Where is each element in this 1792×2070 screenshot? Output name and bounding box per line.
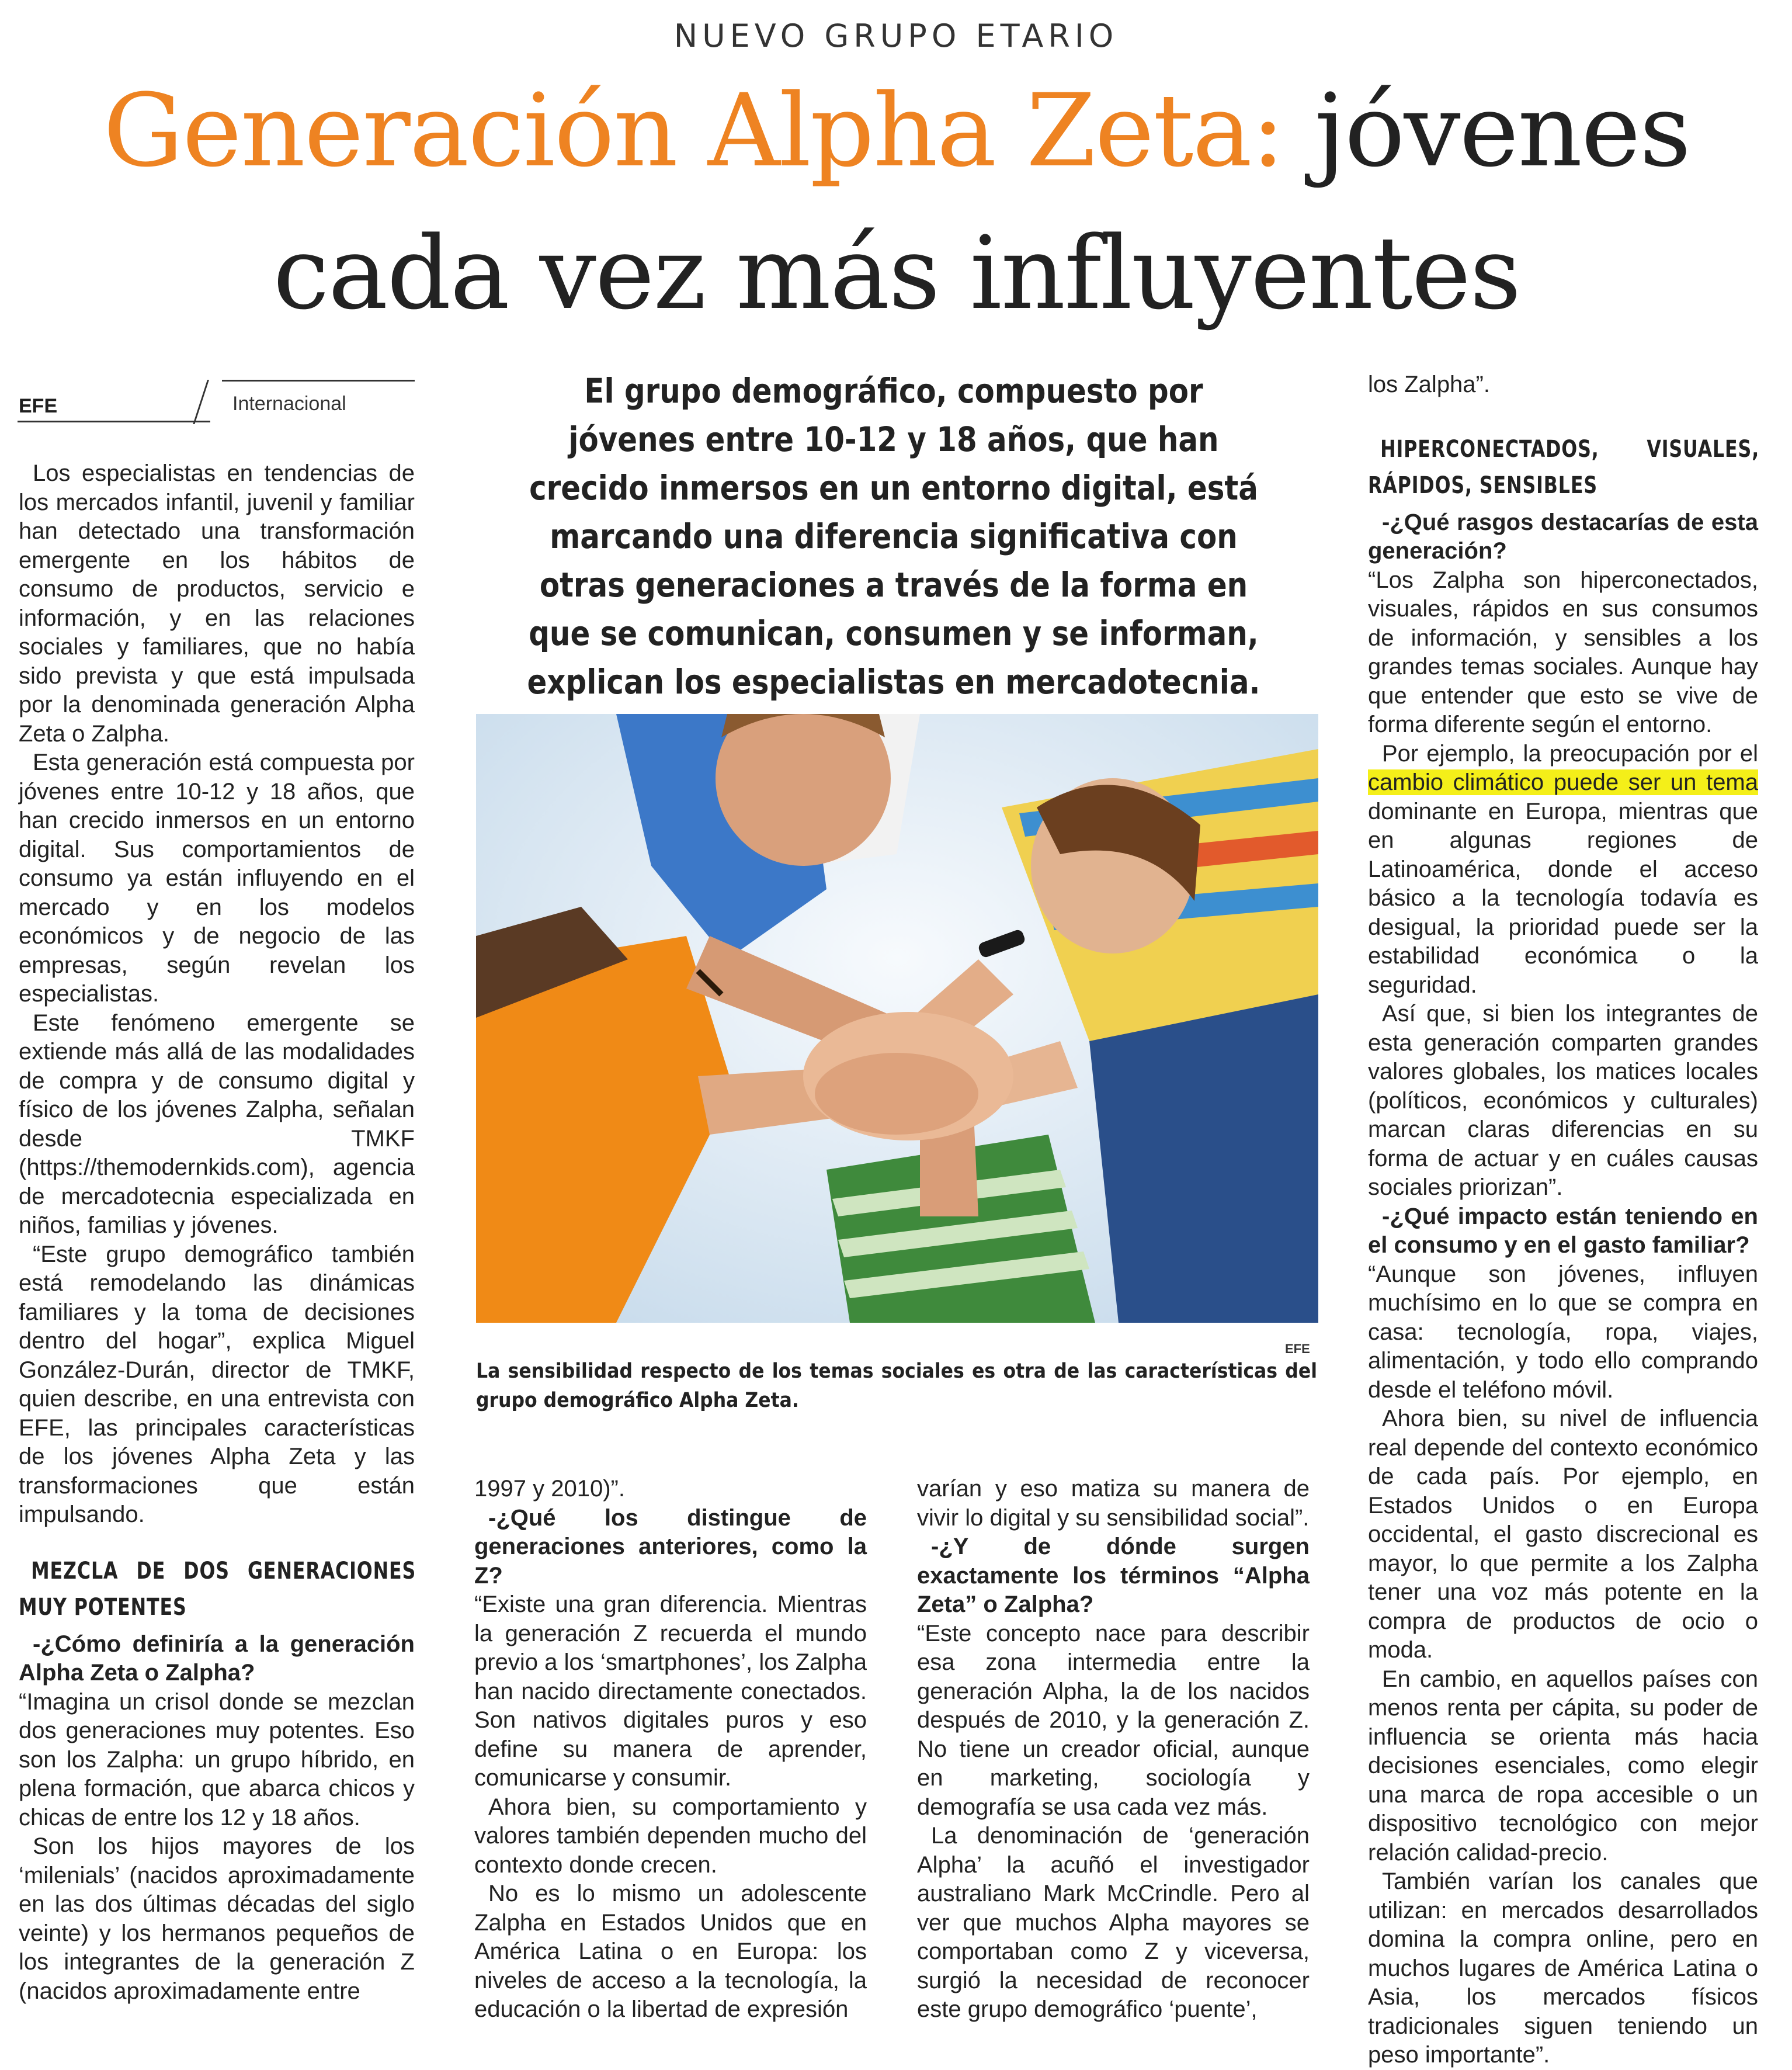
col4-paragraph-highlighted: [1368, 740, 1758, 1000]
col4-paragraph: También varían los canales que utilizan: en mercados desarrollados domina la compra online, pero en muchos lugares de América Latina o Asia, los mercados físicos tradicionales siguen teniendo un peso importante”.: [1368, 1868, 1758, 2068]
byline-slash: [193, 380, 209, 424]
photo-illustration: [476, 714, 1318, 1323]
byline-agency: EFE: [19, 395, 58, 417]
column-1: [19, 459, 415, 2006]
col1-paragraph: Esta generación está compuesta por jóvenes entre 10-12 y 18 años, que han crecido inmersos en un entorno digital. Sus comportamientos de consumo ya están influyendo en el mercado y en los modelos económicos y de negocio de las empresas, según revelan los especialistas.: [19, 750, 415, 1007]
col1-paragraph: “Este grupo demográfico también está remodelando las dinámicas familiares y la toma de decisiones dentro del hogar”, explica Miguel González-Durán, director de TMKF, quien describe, en una entrevista con EFE, las principales características de los jóvenes Alpha Zeta y las transformaciones que están impulsando.: [19, 1241, 415, 1527]
col2-paragraph: 1997 y 2010)”.: [474, 1476, 625, 1502]
col4-paragraph: los Zalpha”.: [1368, 372, 1490, 397]
highlighted-text: cambio climático puede ser un tema: [1368, 769, 1758, 795]
col1-subhead: MEZCLA DE DOS GENERACIONES MUY POTENTES: [19, 1557, 416, 1621]
col1-paragraph: Los especialistas en tendencias de los mercados infantil, juvenil y familiar han detectado una transformación emergente en los hábitos de consumo de productos, servicio e información, y en las relaciones sociales y familiares, que no había sido prevista y que está impulsada por la denominada generación Alpha Zeta o Zalpha.: [19, 460, 415, 747]
col4-paragraph: Así que, si bien los integrantes de esta generación comparten grandes valores globales, los matices locales (políticos, económicos y culturales) marcan claras diferencias en su forma de actuar y en cuáles causas sociales priorizan”.: [1368, 1001, 1758, 1200]
column-3: [917, 1475, 1310, 2024]
col4-question: -¿Qué rasgos destacarías de esta generación?: [1368, 509, 1758, 564]
col2-paragraph: “Existe una gran diferencia. Mientras la generación Z recuerda el mundo previo a los ‘smartphones’, los Zalpha han nacido directamente conectados. Son nativos digitales puros y eso define su manera de aprender, comunicarse y consumir.: [474, 1591, 867, 1791]
col4-paragraph: “Aunque son jóvenes, influyen muchísimo en lo que se compra en casa: tecnología, ropa, viajes, alimentación, y todo ello comprando desde el teléfono móvil.: [1368, 1261, 1758, 1403]
col2-question: -¿Qué los distingue de generaciones anteriores, como la Z?: [474, 1504, 867, 1589]
byline-rule-bottom: [18, 421, 210, 422]
col1-paragraph: “Imagina un crisol donde se mezclan dos generaciones muy potentes. Eso son los Zalpha: un grupo híbrido, en plena formación, que abarca chicos y chicas de entre los 12 y 18 años.: [19, 1688, 415, 1830]
kicker: NUEVO GRUPO ETARIO: [673, 18, 1119, 54]
column-2: [474, 1475, 867, 2024]
byline: [18, 380, 415, 424]
col3-paragraph: La denominación de ‘generación Alpha’ la acuñó el investigador australiano Mark McCrindle. Pero al ver que muchos Alpha mayores se comportaban como Z y viceversa, surgió la necesidad de reconocer este grupo demográfico ‘puente’,: [917, 1823, 1310, 2022]
col2-paragraph: No es lo mismo un adolescente Zalpha en Estados Unidos que en América Latina o en Europa: los niveles de acceso a la tecnología, la educación o la libertad de expresión: [474, 1881, 867, 2022]
col1-paragraph: Este fenómeno emergente se extiende más allá de las modalidades de compra y de consumo digital y físico de los jóvenes Zalpha, señalan desde TMKF (https://themodernkids.com), agencia de mercadotecnia especializada en niños, familias y jóvenes.: [19, 1010, 415, 1238]
headline-line-2: cada vez más influyentes: [273, 214, 1520, 332]
col2-paragraph: Ahora bien, su comportamiento y valores también dependen mucho del contexto donde crecen.: [474, 1794, 867, 1878]
lead-paragraph: El grupo demográfico, compuesto por jóvenes entre 10-12 y 18 años, que han crecido inmersos en un entorno digital, está marcando una diferencia significativa con otras generaciones a través de la forma en que se comunican, consumen y se informan, explican los especialistas en mercadotecnia.: [527, 371, 1260, 702]
col4-p2-post: dominante en Europa, mientras que en algunas regiones de Latinoamérica, donde el acceso básico a la tecnología todavía es desigual, la prioridad puede ser la estabilidad económica o la seguridad.: [1368, 798, 1758, 998]
col4-paragraph: “Los Zalpha son hiperconectados, visuales, rápidos en sus consumos de información, y sensibles a los grandes temas sociales. Aunque hay que entender que esto se vive de forma diferente según el entorno.: [1368, 567, 1758, 737]
col1-paragraph: Son los hijos mayores de los ‘milenials’ (nacidos aproximadamente en las dos últimas décadas del siglo veinte) y los hermanos pequeños de los integrantes de la generación Z (nacidos aproximadamente entre: [19, 1833, 415, 2004]
col4-paragraph: Ahora bien, su nivel de influencia real depende del contexto económico de cada país. Por ejemplo, en Estados Unidos o en Europa occidental, el gasto discrecional es mayor, lo que permite a los Zalpha tener una voz más potente en la compra de productos de ocio o moda.: [1368, 1406, 1758, 1663]
col3-paragraph: varían y eso matiza su manera de vivir lo digital y su sensibilidad social”.: [917, 1476, 1310, 1531]
headline-orange: Generación Alpha Zeta:: [103, 72, 1284, 189]
col3-paragraph: “Este concepto nace para describir esa zona intermedia entre la generación Alpha, la de los nacidos después de 2010, y la generación Z. No tiene un creador oficial, aunque en marketing, sociología y demografía se usa cada vez más.: [917, 1620, 1310, 1820]
headline-dark: jóvenes: [1283, 72, 1690, 189]
photo-hands-together: [476, 714, 1318, 1323]
col4-p2-pre: Por ejemplo, la preocupación por el: [1382, 740, 1758, 767]
col4-paragraph: En cambio, en aquellos países con menos renta per cápita, su poder de influencia se orienta más hacia decisiones esenciales, como elegir una marca de ropa accesible o un dispositivo tecnológico con mejor relación calidad-precio.: [1368, 1666, 1758, 1866]
photo-caption: La sensibilidad respecto de los temas sociales es otra de las características del grupo demográfico Alpha Zeta.: [476, 1360, 1317, 1412]
col1-question: -¿Cómo definiría a la generación Alpha Zeta o Zalpha?: [19, 1631, 415, 1686]
photo-credit: EFE: [1285, 1341, 1310, 1356]
headline-line-1: [23, 72, 1770, 189]
col3-question: -¿Y de dónde surgen exactamente los términos “Alpha Zeta” o Zalpha?: [917, 1534, 1310, 1617]
byline-section: Internacional: [232, 393, 346, 415]
byline-rule-top: [222, 380, 415, 382]
col4-question: -¿Qué impacto están teniendo en el consumo y en el gasto familiar?: [1368, 1203, 1758, 1258]
column-4: [1368, 370, 1758, 2070]
col4-subhead: HIPERCONECTADOS, VISUALES, RÁPIDOS, SENSIBLES: [1368, 435, 1760, 499]
